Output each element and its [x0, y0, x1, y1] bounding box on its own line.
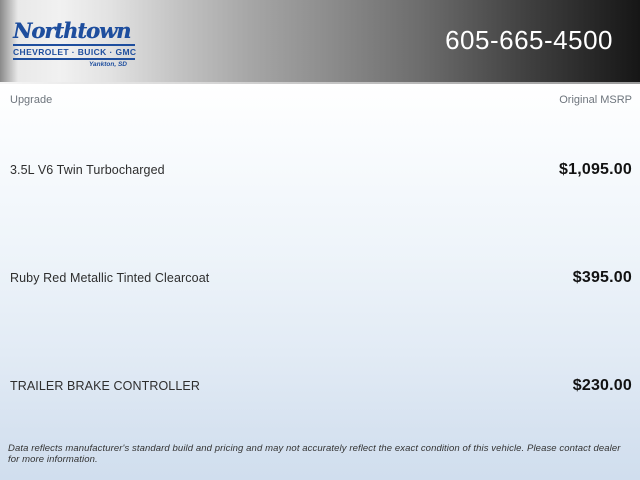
disclaimer-text: Data reflects manufacturer's standard build and pricing and may not accurately reflect the exact condition of this vehicle. Please contact dealer for more information.	[8, 443, 621, 465]
table-row	[10, 155, 632, 185]
upgrade-label: TRAILER BRAKE CONTROLLER	[10, 379, 200, 393]
dealer-header-banner	[0, 0, 640, 84]
dealer-logo-brands: CHEVROLET · BUICK · GMC	[13, 44, 135, 60]
dealer-logo	[13, 20, 135, 68]
upgrade-price: $395.00	[572, 269, 632, 286]
table-row	[10, 263, 632, 293]
table-row	[10, 371, 632, 401]
upgrades-list	[0, 84, 640, 480]
upgrade-label: 3.5L V6 Twin Turbocharged	[10, 163, 165, 177]
column-header-original-msrp: Original MSRP	[559, 94, 632, 106]
column-headers	[10, 94, 632, 106]
upgrade-price: $1,095.00	[559, 161, 632, 178]
column-header-upgrade: Upgrade	[10, 94, 53, 106]
dealer-logo-name: Northtown	[13, 18, 131, 43]
dealer-phone-number: 605-665-4500	[445, 25, 613, 55]
upgrade-price: $230.00	[572, 377, 632, 394]
upgrade-label: Ruby Red Metallic Tinted Clearcoat	[10, 271, 210, 285]
dealer-logo-location: Yankton, SD	[88, 61, 127, 68]
